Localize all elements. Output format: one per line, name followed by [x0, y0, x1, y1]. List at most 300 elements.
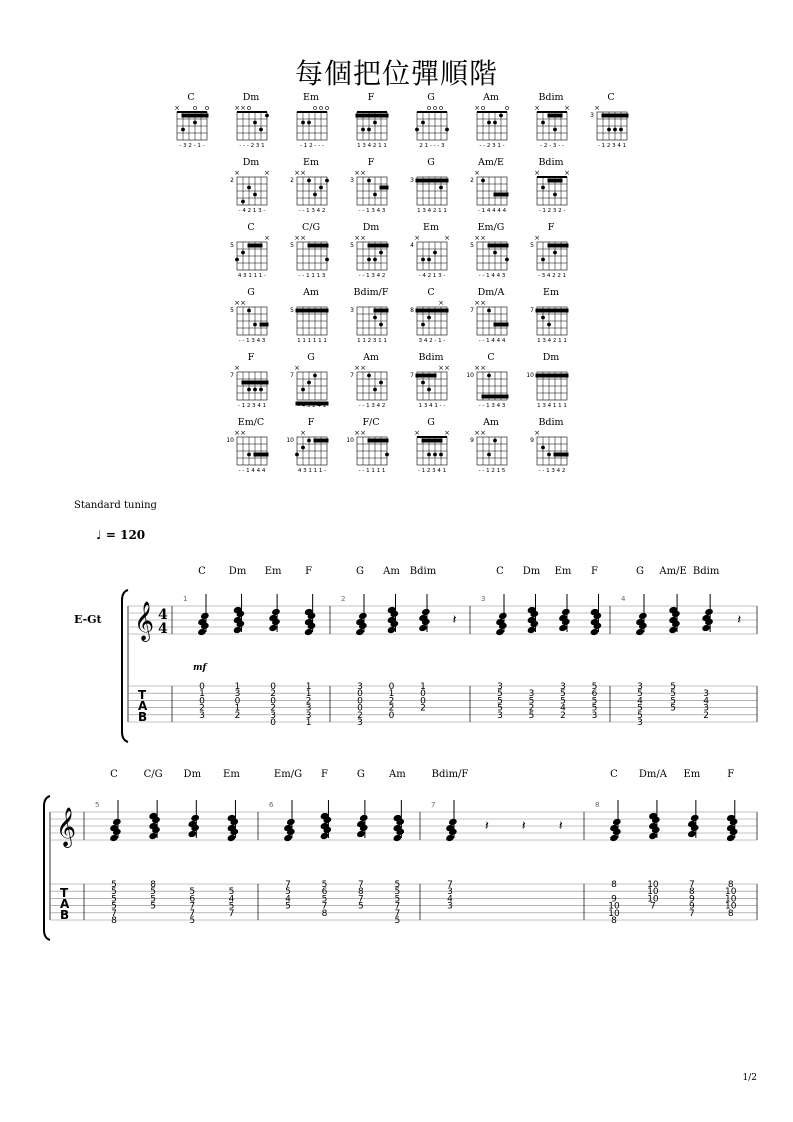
open-string-icon: o: [504, 104, 510, 112]
tab-fret-number: 5: [228, 887, 235, 898]
chord-name: C: [607, 92, 615, 103]
fret-position: 4: [410, 242, 414, 249]
notehead-icon: [304, 628, 314, 636]
muted-string-icon: ×: [480, 429, 486, 437]
fret-position: 7: [290, 372, 294, 379]
tab-fret-number: 5: [637, 710, 643, 721]
muted-string-icon: ×: [564, 169, 570, 177]
fret-position: 5: [470, 242, 474, 249]
chord-name: F: [547, 222, 555, 233]
tab-fret-number: 3: [357, 718, 363, 728]
fret-position: 9: [530, 437, 534, 444]
chord-name: Am: [303, 287, 319, 298]
chord-label: Em: [554, 566, 572, 577]
finger-numbers: - 1 2 3 2 -: [538, 208, 566, 214]
tab-fret-number: 7: [321, 901, 328, 912]
chord-label: Dm: [183, 769, 202, 780]
notehead-icon: [268, 624, 278, 632]
chord-name: G: [427, 157, 435, 168]
tab-fret-number: 5: [111, 887, 117, 898]
chord-label: Dm/A: [638, 769, 667, 780]
chord-name: Em: [423, 222, 439, 233]
chord-label: F: [305, 566, 313, 577]
tab-fret-number: 1: [305, 682, 312, 692]
tab-fret-number: 0: [357, 696, 363, 707]
chord-name: Bdim: [538, 92, 564, 103]
finger-numbers: 4 3 1 1 1 -: [237, 273, 267, 279]
notehead-icon: [726, 834, 736, 842]
tab-fret-number: 0: [357, 703, 363, 714]
system-bracket: [44, 796, 50, 940]
tab-fret-number: 2: [270, 703, 276, 714]
chord-name: Em: [543, 287, 559, 298]
chord-name: F: [307, 417, 315, 428]
finger-numbers: - - 1 1 1 1: [358, 468, 386, 474]
notehead-icon: [227, 834, 237, 842]
tab-fret-number: 2: [388, 703, 395, 714]
muted-string-icon: ×: [354, 234, 360, 242]
tab-fret-number: 1: [388, 689, 395, 700]
tab-fret-number: 5: [394, 894, 401, 905]
chord-name: G: [247, 287, 255, 298]
chord-name: Em: [303, 157, 319, 168]
tab-fret-number: 5: [111, 894, 117, 905]
muted-string-icon: ×: [300, 429, 306, 437]
tab-fret-number: 2: [199, 703, 205, 714]
tab-fret-number: 5: [189, 887, 196, 898]
tab-fret-number: 4: [447, 894, 453, 905]
notehead-icon: [188, 830, 198, 838]
tab-fret-number: 1: [420, 682, 426, 692]
muted-string-icon: ×: [564, 104, 570, 112]
chord-name: F/C: [362, 417, 380, 428]
tab-fret-number: 3: [591, 710, 598, 721]
chord-name: C: [487, 352, 495, 363]
measure-number: 4: [621, 595, 626, 603]
tab-fret-number: 7: [189, 901, 196, 912]
open-string-icon: o: [432, 104, 438, 112]
chord-label: Bdim/F: [431, 769, 469, 780]
tab-fret-number: 9: [688, 894, 695, 905]
tab-fret-number: 8: [727, 880, 734, 890]
muted-string-icon: ×: [354, 429, 360, 437]
tab-fret-number: 3: [637, 718, 643, 728]
chord-name: Bdim: [418, 352, 444, 363]
tab-fret-number: 5: [150, 901, 157, 912]
finger-numbers: 2 1 - - - 3: [419, 143, 445, 149]
quarter-rest-icon: 𝄽: [521, 819, 526, 834]
page-title: 每個把位彈順階: [294, 57, 498, 90]
system-bracket: [122, 590, 128, 742]
fret-position: 5: [230, 307, 234, 314]
finger-numbers: - 1 2 3 4 1: [417, 468, 447, 474]
tab-fret-number: 7: [189, 908, 196, 919]
tab-fret-number: 7: [394, 901, 401, 912]
tab-fret-number: 3: [497, 682, 503, 692]
quarter-rest-icon: 𝄽: [484, 819, 489, 834]
notehead-icon: [495, 628, 505, 636]
chord-label: G: [356, 769, 365, 780]
chord-notes: [495, 594, 507, 636]
tab-fret-number: 2: [357, 710, 363, 721]
chord-label: Am: [383, 566, 400, 577]
tab-fret-number: 3: [199, 710, 205, 721]
muted-string-icon: ×: [234, 169, 240, 177]
tuning-label: Standard tuning: [74, 500, 157, 511]
tab-fret-number: 5: [670, 703, 676, 714]
tab-fret-number: 3: [305, 703, 312, 714]
tab-fret-number: 5: [285, 887, 291, 898]
fret-position: 5: [290, 242, 294, 249]
tab-fret-number: 4: [637, 696, 643, 707]
muted-string-icon: ×: [534, 104, 540, 112]
finger-numbers: 1 3 4 1 - -: [418, 403, 446, 409]
muted-string-icon: ×: [240, 104, 246, 112]
chord-label: C: [198, 566, 206, 577]
fret-position: 7: [530, 307, 534, 314]
muted-string-icon: ×: [234, 364, 240, 372]
muted-string-icon: ×: [294, 234, 300, 242]
tab-fret-number: 7: [358, 880, 364, 890]
fret-position: 10: [346, 437, 354, 444]
tab-fret-number: 1: [234, 682, 241, 692]
finger-numbers: 1 3 4 2 1 1: [417, 208, 447, 214]
fret-position: 2: [230, 177, 234, 184]
chord-label: G: [356, 566, 364, 577]
tab-fret-number: 10: [725, 894, 737, 905]
tab-fret-number: 5: [111, 901, 117, 912]
muted-string-icon: ×: [300, 169, 306, 177]
chord-label: Bdim: [692, 566, 720, 577]
tab-fret-number: 5: [321, 880, 328, 890]
score-system: [44, 769, 757, 940]
tab-fret-number: 0: [270, 696, 276, 707]
notehead-icon: [393, 834, 403, 842]
notehead-icon: [609, 834, 619, 842]
chord-name: F: [367, 157, 375, 168]
chord-label: C: [110, 769, 118, 780]
chord-name: G: [307, 352, 315, 363]
notehead-icon: [590, 628, 600, 636]
tab-fret-number: 5: [150, 887, 157, 898]
tab-fret-number: 0: [357, 689, 363, 700]
tab-fret-number: 1: [199, 689, 205, 700]
chord-name: Dm: [242, 92, 260, 103]
quarter-rest-icon: 𝄽: [737, 613, 742, 628]
fret-position: 10: [466, 372, 474, 379]
chord-name: Dm: [542, 352, 560, 363]
tab-fret-number: 9: [611, 894, 617, 905]
tab-fret-number: 0: [199, 696, 205, 707]
chord-label: F: [591, 566, 598, 577]
tab-fret-number: 1: [234, 703, 241, 714]
muted-string-icon: ×: [444, 234, 450, 242]
finger-numbers: 1 3 4 2 1 1: [357, 143, 387, 149]
chord-notes: [609, 800, 621, 842]
fret-position: 5: [530, 242, 534, 249]
chord-label: Em: [223, 769, 240, 780]
chord-label: F: [727, 769, 735, 780]
chord-name: Am: [483, 417, 499, 428]
chord-notes: [320, 800, 332, 840]
muted-string-icon: ×: [444, 429, 450, 437]
tab-fret-number: 5: [358, 901, 364, 912]
chord-name: Em/G: [477, 222, 505, 233]
tempo-value: = 120: [105, 528, 146, 542]
chord-name: C: [427, 287, 435, 298]
muted-string-icon: ×: [480, 234, 486, 242]
chord-notes: [527, 594, 539, 634]
muted-string-icon: ×: [300, 234, 306, 242]
finger-numbers: - 1 2 3 4 1: [597, 143, 627, 149]
muted-string-icon: ×: [414, 429, 420, 437]
treble-clef-icon: 𝄞: [56, 807, 77, 847]
tab-fret-number: 5: [228, 901, 235, 912]
measure-number: 2: [341, 595, 346, 603]
time-signature: 4: [158, 621, 168, 637]
tab-fret-number: 6: [321, 887, 328, 898]
muted-string-icon: ×: [474, 234, 480, 242]
tab-fret-number: 5: [150, 894, 157, 905]
tab-fret-number: 0: [270, 718, 276, 728]
notehead-icon: [558, 624, 568, 632]
notehead-icon: [687, 830, 697, 838]
chord-label: Em: [264, 566, 282, 577]
finger-numbers: - 4 2 1 3 -: [238, 208, 266, 214]
chord-label: F: [320, 769, 328, 780]
measure-number: 3: [481, 595, 486, 603]
chord-label: G: [636, 566, 644, 577]
finger-numbers: - - 1 3 4 3: [238, 338, 266, 344]
tab-fret-number: 7: [358, 894, 364, 905]
notehead-icon: [197, 628, 207, 636]
chord-name: F: [247, 352, 255, 363]
fret-position: 5: [350, 242, 354, 249]
fret-position: 7: [410, 372, 414, 379]
tab-fret-number: 0: [270, 682, 276, 692]
open-string-icon: o: [324, 104, 330, 112]
finger-numbers: - - 1 3 4 2: [358, 403, 386, 409]
open-string-icon: o: [246, 104, 252, 112]
chord-label: Dm: [522, 566, 541, 577]
tab-fret-number: 8: [150, 880, 157, 890]
finger-numbers: 1 3 4 1 1 1: [537, 403, 567, 409]
tab-fret-number: 10: [647, 880, 659, 890]
finger-numbers: 4 3 1 1 1 -: [297, 468, 327, 474]
finger-numbers: - 1 2 3 4 1: [237, 403, 267, 409]
tab-fret-number: 5: [591, 682, 598, 692]
open-string-icon: o: [312, 104, 318, 112]
tab-fret-number: 5: [497, 696, 503, 707]
tab-fret-number: 3: [528, 689, 535, 700]
tab-fret-number: 3: [703, 703, 710, 714]
time-signature: 4: [158, 607, 168, 623]
fret-position: 3: [350, 307, 354, 314]
tab-fret-number: 8: [611, 880, 617, 890]
fret-position: 7: [350, 372, 354, 379]
chord-notes: [726, 800, 738, 842]
notehead-icon: [109, 834, 119, 842]
finger-numbers: - - 1 3 4 2: [298, 208, 326, 214]
tab-fret-number: 5: [394, 916, 401, 926]
tab-fret-number: 7: [228, 908, 235, 919]
tab-fret-number: 10: [725, 901, 737, 912]
muted-string-icon: ×: [534, 169, 540, 177]
tab-fret-number: 3: [497, 710, 503, 721]
chord-notes: [227, 800, 239, 842]
tab-fret-number: 3: [234, 689, 241, 700]
chord-name: G: [427, 92, 435, 103]
fret-position: 10: [526, 372, 534, 379]
tab-clef-icon: B: [60, 908, 70, 922]
finger-numbers: - 3 4 2 2 1: [537, 273, 567, 279]
tab-fret-number: 0: [420, 689, 426, 700]
tab-fret-number: 7: [650, 901, 656, 912]
finger-numbers: - - - 2 3 1: [239, 143, 265, 149]
muted-string-icon: ×: [294, 169, 300, 177]
tab-fret-number: 8: [111, 916, 117, 926]
tab-fret-number: 8: [358, 887, 364, 898]
notehead-icon: [355, 628, 365, 636]
chord-name: Am: [363, 352, 379, 363]
tab-fret-number: 9: [688, 901, 695, 912]
tab-clef-icon: T: [138, 688, 147, 702]
notehead-icon: [271, 608, 281, 616]
tab-fret-number: 5: [394, 887, 401, 898]
finger-numbers: - - 1 3 4 2: [538, 468, 566, 474]
chord-name: C: [247, 222, 255, 233]
measure-number: 5: [95, 801, 100, 809]
muted-string-icon: ×: [474, 429, 480, 437]
tab-fret-number: 7: [447, 880, 453, 890]
chord-label: Bdim: [409, 566, 437, 577]
tab-fret-number: 6: [189, 894, 196, 905]
finger-numbers: 3 4 2 - 1 -: [418, 338, 446, 344]
muted-string-icon: ×: [480, 364, 486, 372]
chord-notes: [197, 594, 209, 636]
chord-name: Bdim: [538, 157, 564, 168]
chord-name: Em/C: [237, 417, 265, 428]
chord-name: Am/E: [477, 157, 504, 168]
tab-fret-number: 5: [637, 689, 643, 700]
finger-numbers: - - 1 3 4 3: [358, 208, 386, 214]
muted-string-icon: ×: [234, 299, 240, 307]
tab-fret-number: 5: [670, 696, 676, 707]
fret-position: 7: [470, 307, 474, 314]
tab-fret-number: 4: [228, 894, 235, 905]
finger-numbers: - 1 4 4 4 4: [477, 208, 507, 214]
fret-position: 5: [230, 242, 234, 249]
chord-notes: [304, 594, 316, 636]
muted-string-icon: ×: [594, 104, 600, 112]
tab-fret-number: 5: [560, 696, 566, 707]
chord-label: Am: [388, 769, 406, 780]
muted-string-icon: ×: [234, 429, 240, 437]
finger-numbers: - - 2 3 1 -: [479, 143, 505, 149]
tab-fret-number: 10: [647, 887, 659, 898]
notehead-icon: [283, 834, 293, 842]
tab-fret-number: 1: [305, 689, 312, 700]
tab-fret-number: 5: [285, 901, 291, 912]
fret-position: 10: [226, 437, 234, 444]
tab-fret-number: 10: [608, 901, 620, 912]
muted-string-icon: ×: [240, 299, 246, 307]
chord-name: C/G: [301, 222, 321, 233]
notehead-icon: [356, 830, 366, 838]
tab-fret-number: 2: [560, 710, 566, 721]
notehead-icon: [690, 814, 700, 822]
muted-string-icon: ×: [174, 104, 180, 112]
measure-number: 7: [431, 801, 436, 809]
finger-numbers: - - 1 4 4 4: [238, 468, 266, 474]
finger-numbers: 1 1 1 1 1 1: [297, 338, 327, 344]
muted-string-icon: ×: [354, 364, 360, 372]
notehead-icon: [704, 608, 714, 616]
tab-fret-number: 0: [388, 682, 395, 692]
tab-fret-number: 4: [703, 696, 710, 707]
muted-string-icon: ×: [474, 364, 480, 372]
treble-clef-icon: 𝄞: [134, 601, 155, 641]
tab-fret-number: 7: [394, 908, 401, 919]
tab-fret-number: 5: [670, 682, 676, 692]
fret-position: 3: [410, 177, 414, 184]
tab-fret-number: 10: [608, 908, 620, 919]
tab-fret-number: 4: [285, 894, 291, 905]
tab-fret-number: 8: [611, 916, 617, 926]
muted-string-icon: ×: [360, 429, 366, 437]
chord-label: Dm: [228, 566, 247, 577]
score-system: [74, 566, 757, 742]
tab-fret-number: 1: [305, 718, 312, 728]
chord-notes: [635, 594, 647, 636]
tab-fret-number: 5: [321, 894, 328, 905]
dynamic-marking: mf: [193, 663, 207, 673]
fret-position: 3: [590, 112, 594, 119]
chord-notes: [668, 594, 680, 634]
chord-label: Em: [683, 769, 701, 780]
tab-clef-icon: A: [138, 699, 148, 713]
notehead-icon: [190, 814, 200, 822]
muted-string-icon: ×: [534, 429, 540, 437]
tab-fret-number: 3: [637, 682, 643, 692]
muted-string-icon: ×: [234, 104, 240, 112]
chord-name: Em: [303, 92, 319, 103]
tab-fret-number: 5: [637, 703, 643, 714]
chord-label: C: [610, 769, 618, 780]
tab-fret-number: 2: [703, 710, 710, 721]
chord-label: C/G: [143, 769, 163, 780]
muted-string-icon: ×: [480, 299, 486, 307]
tab-fret-number: 3: [447, 887, 453, 898]
fret-position: 2: [470, 177, 474, 184]
open-string-icon: o: [438, 104, 444, 112]
chord-notes: [393, 800, 405, 842]
measure-number: 6: [269, 801, 274, 809]
fret-position: 9: [470, 437, 474, 444]
tab-fret-number: 5: [528, 710, 535, 721]
tab-fret-number: 0: [420, 696, 426, 707]
tab-fret-number: 3: [560, 682, 566, 692]
finger-numbers: - - 1 3 4 3: [478, 403, 506, 409]
notehead-icon: [635, 628, 645, 636]
tab-fret-number: 2: [528, 703, 535, 714]
quarter-rest-icon: 𝄽: [558, 819, 563, 834]
notehead-icon: [359, 814, 369, 822]
fret-position: 2: [290, 177, 294, 184]
quarter-rest-icon: 𝄽: [452, 613, 457, 628]
muted-string-icon: ×: [264, 234, 270, 242]
chord-name: Dm: [362, 222, 380, 233]
